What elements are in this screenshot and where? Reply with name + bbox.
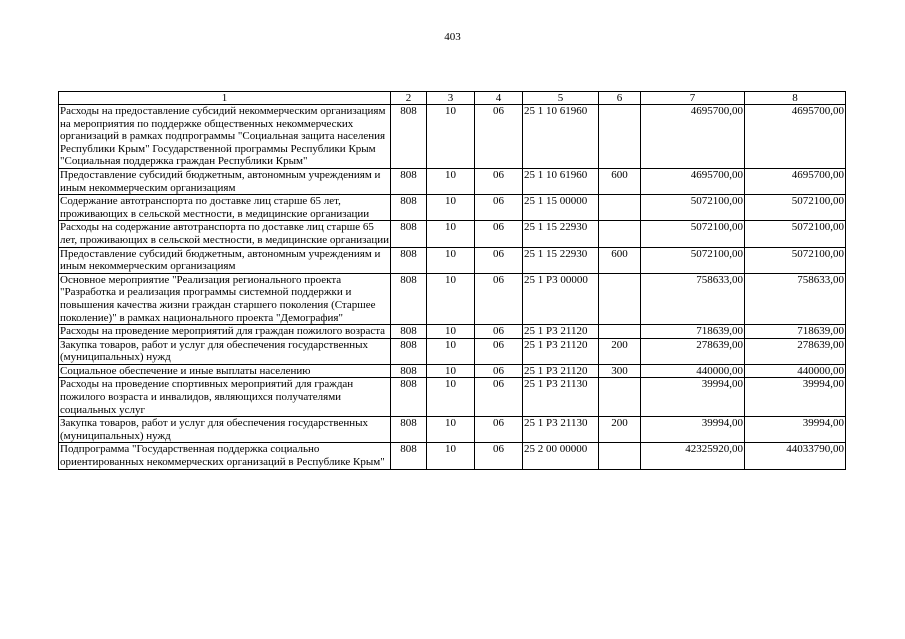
department-code-cell: 808	[391, 195, 427, 221]
expense-type-cell: 600	[599, 247, 641, 273]
amount-cell: 42325920,00	[641, 443, 745, 469]
subsection-code-cell: 06	[475, 221, 523, 247]
subsection-code-cell: 06	[475, 443, 523, 469]
amount-cell: 39994,00	[745, 378, 846, 417]
header-row	[59, 92, 846, 105]
amount-cell: 278639,00	[745, 338, 846, 364]
target-article-cell: 25 1 P3 21130	[523, 417, 599, 443]
amount-cell: 39994,00	[641, 417, 745, 443]
header-cell: 2	[391, 92, 427, 105]
expense-type-cell	[599, 273, 641, 324]
header-cell: 4	[475, 92, 523, 105]
budget-table	[58, 91, 846, 470]
section-code-cell: 10	[427, 325, 475, 339]
department-code-cell: 808	[391, 443, 427, 469]
header-cell: 5	[523, 92, 599, 105]
page-number: 403	[444, 31, 461, 43]
amount-cell: 718639,00	[745, 325, 846, 339]
table-row	[59, 168, 846, 194]
expense-type-cell: 300	[599, 364, 641, 378]
target-article-cell: 25 1 10 61960	[523, 168, 599, 194]
subsection-code-cell: 06	[475, 325, 523, 339]
amount-cell: 718639,00	[641, 325, 745, 339]
amount-cell: 5072100,00	[641, 221, 745, 247]
target-article-cell: 25 1 P3 21120	[523, 325, 599, 339]
table-row	[59, 195, 846, 221]
expense-type-cell	[599, 378, 641, 417]
department-code-cell: 808	[391, 105, 427, 169]
department-code-cell: 808	[391, 338, 427, 364]
subsection-code-cell: 06	[475, 105, 523, 169]
target-article-cell: 25 1 10 61960	[523, 105, 599, 169]
header-cell: 7	[641, 92, 745, 105]
expense-name-cell: Расходы на проведение мероприятий для граждан пожилого возраста	[59, 325, 391, 339]
section-code-cell: 10	[427, 338, 475, 364]
header-cell: 1	[59, 92, 391, 105]
table-row	[59, 338, 846, 364]
subsection-code-cell: 06	[475, 378, 523, 417]
amount-cell: 5072100,00	[745, 195, 846, 221]
amount-cell: 5072100,00	[641, 195, 745, 221]
expense-type-cell	[599, 195, 641, 221]
department-code-cell: 808	[391, 221, 427, 247]
subsection-code-cell: 06	[475, 168, 523, 194]
expense-name-cell: Расходы на проведение спортивных мероприятий для граждан пожилого возраста и инвалидов, являющихся получателями социальных услуг	[59, 378, 391, 417]
department-code-cell: 808	[391, 168, 427, 194]
expense-type-cell	[599, 325, 641, 339]
amount-cell: 758633,00	[641, 273, 745, 324]
amount-cell: 758633,00	[745, 273, 846, 324]
department-code-cell: 808	[391, 378, 427, 417]
amount-cell: 5072100,00	[641, 247, 745, 273]
expense-name-cell: Содержание автотранспорта по доставке лиц старше 65 лет, проживающих в сельской местности, в медицинские организации	[59, 195, 391, 221]
expense-type-cell	[599, 443, 641, 469]
expense-name-cell: Основное мероприятие "Реализация регионального проекта "Разработка и реализация программы системной поддержки и повышения качества жизни граждан старшего поколения (Старшее поколение)" в рамках национального проекта "Демография"	[59, 273, 391, 324]
section-code-cell: 10	[427, 221, 475, 247]
amount-cell: 4695700,00	[641, 168, 745, 194]
target-article-cell: 25 2 00 00000	[523, 443, 599, 469]
header-cell: 3	[427, 92, 475, 105]
department-code-cell: 808	[391, 273, 427, 324]
amount-cell: 39994,00	[745, 417, 846, 443]
section-code-cell: 10	[427, 443, 475, 469]
amount-cell: 5072100,00	[745, 221, 846, 247]
table-row	[59, 247, 846, 273]
expense-name-cell: Социальное обеспечение и иные выплаты населению	[59, 364, 391, 378]
header-cell: 8	[745, 92, 846, 105]
expense-name-cell: Расходы на предоставление субсидий некоммерческим организациям на мероприятия по поддержке общественных некоммерческих организаций в рамках подпрограммы "Социальная защита населения Республики Крым" Государственной программы Республики Крым "Социальная поддержка граждан Республики Крым"	[59, 105, 391, 169]
section-code-cell: 10	[427, 195, 475, 221]
amount-cell: 278639,00	[641, 338, 745, 364]
amount-cell: 39994,00	[641, 378, 745, 417]
expense-type-cell	[599, 221, 641, 247]
section-code-cell: 10	[427, 364, 475, 378]
subsection-code-cell: 06	[475, 417, 523, 443]
target-article-cell: 25 1 15 22930	[523, 221, 599, 247]
section-code-cell: 10	[427, 378, 475, 417]
subsection-code-cell: 06	[475, 338, 523, 364]
target-article-cell: 25 1 15 00000	[523, 195, 599, 221]
amount-cell: 440000,00	[745, 364, 846, 378]
expense-name-cell: Расходы на содержание автотранспорта по доставке лиц старше 65 лет, проживающих в сельской местности, в медицинские организации	[60, 221, 389, 246]
table-row	[59, 378, 846, 417]
department-code-cell: 808	[391, 247, 427, 273]
expense-type-cell: 200	[599, 417, 641, 443]
expense-type-cell: 200	[599, 338, 641, 364]
expense-name-cell: Закупка товаров, работ и услуг для обеспечения государственных (муниципальных) нужд	[59, 417, 391, 443]
subsection-code-cell: 06	[475, 247, 523, 273]
target-article-cell: 25 1 P3 21130	[523, 378, 599, 417]
amount-cell: 44033790,00	[745, 443, 846, 469]
expense-type-cell: 600	[599, 168, 641, 194]
table-row	[59, 105, 846, 169]
table-row	[59, 221, 846, 247]
expense-type-cell	[599, 105, 641, 169]
amount-cell: 5072100,00	[745, 247, 846, 273]
amount-cell: 440000,00	[641, 364, 745, 378]
amount-cell: 4695700,00	[745, 105, 846, 169]
expense-name-cell: Закупка товаров, работ и услуг для обеспечения государственных (муниципальных) нужд	[59, 338, 391, 364]
table-row	[59, 325, 846, 339]
amount-cell: 4695700,00	[641, 105, 745, 169]
section-code-cell: 10	[427, 417, 475, 443]
section-code-cell: 10	[427, 247, 475, 273]
department-code-cell: 808	[391, 325, 427, 339]
amount-cell: 4695700,00	[745, 168, 846, 194]
section-code-cell: 10	[427, 168, 475, 194]
target-article-cell: 25 1 P3 21120	[523, 364, 599, 378]
table-row	[59, 443, 846, 469]
target-article-cell: 25 1 P3 21120	[523, 338, 599, 364]
subsection-code-cell: 06	[475, 273, 523, 324]
section-code-cell: 10	[427, 273, 475, 324]
subsection-code-cell: 06	[475, 364, 523, 378]
target-article-cell: 25 1 15 22930	[523, 247, 599, 273]
header-cell: 6	[599, 92, 641, 105]
table-row	[59, 417, 846, 443]
expense-name-cell: Предоставление субсидий бюджетным, автономным учреждениям и иным некоммерческим организациям	[59, 247, 391, 273]
department-code-cell: 808	[391, 417, 427, 443]
table-row	[59, 364, 846, 378]
table-row	[59, 273, 846, 324]
target-article-cell: 25 1 P3 00000	[523, 273, 599, 324]
table-body	[59, 105, 846, 470]
section-code-cell: 10	[427, 105, 475, 169]
expense-name-cell: Предоставление субсидий бюджетным, автономным учреждениям и иным некоммерческим организациям	[59, 168, 391, 194]
department-code-cell: 808	[391, 364, 427, 378]
subsection-code-cell: 06	[475, 195, 523, 221]
expense-name-cell: Подпрограмма "Государственная поддержка социально ориентированных некоммерческих организаций в Республике Крым"	[59, 443, 391, 469]
